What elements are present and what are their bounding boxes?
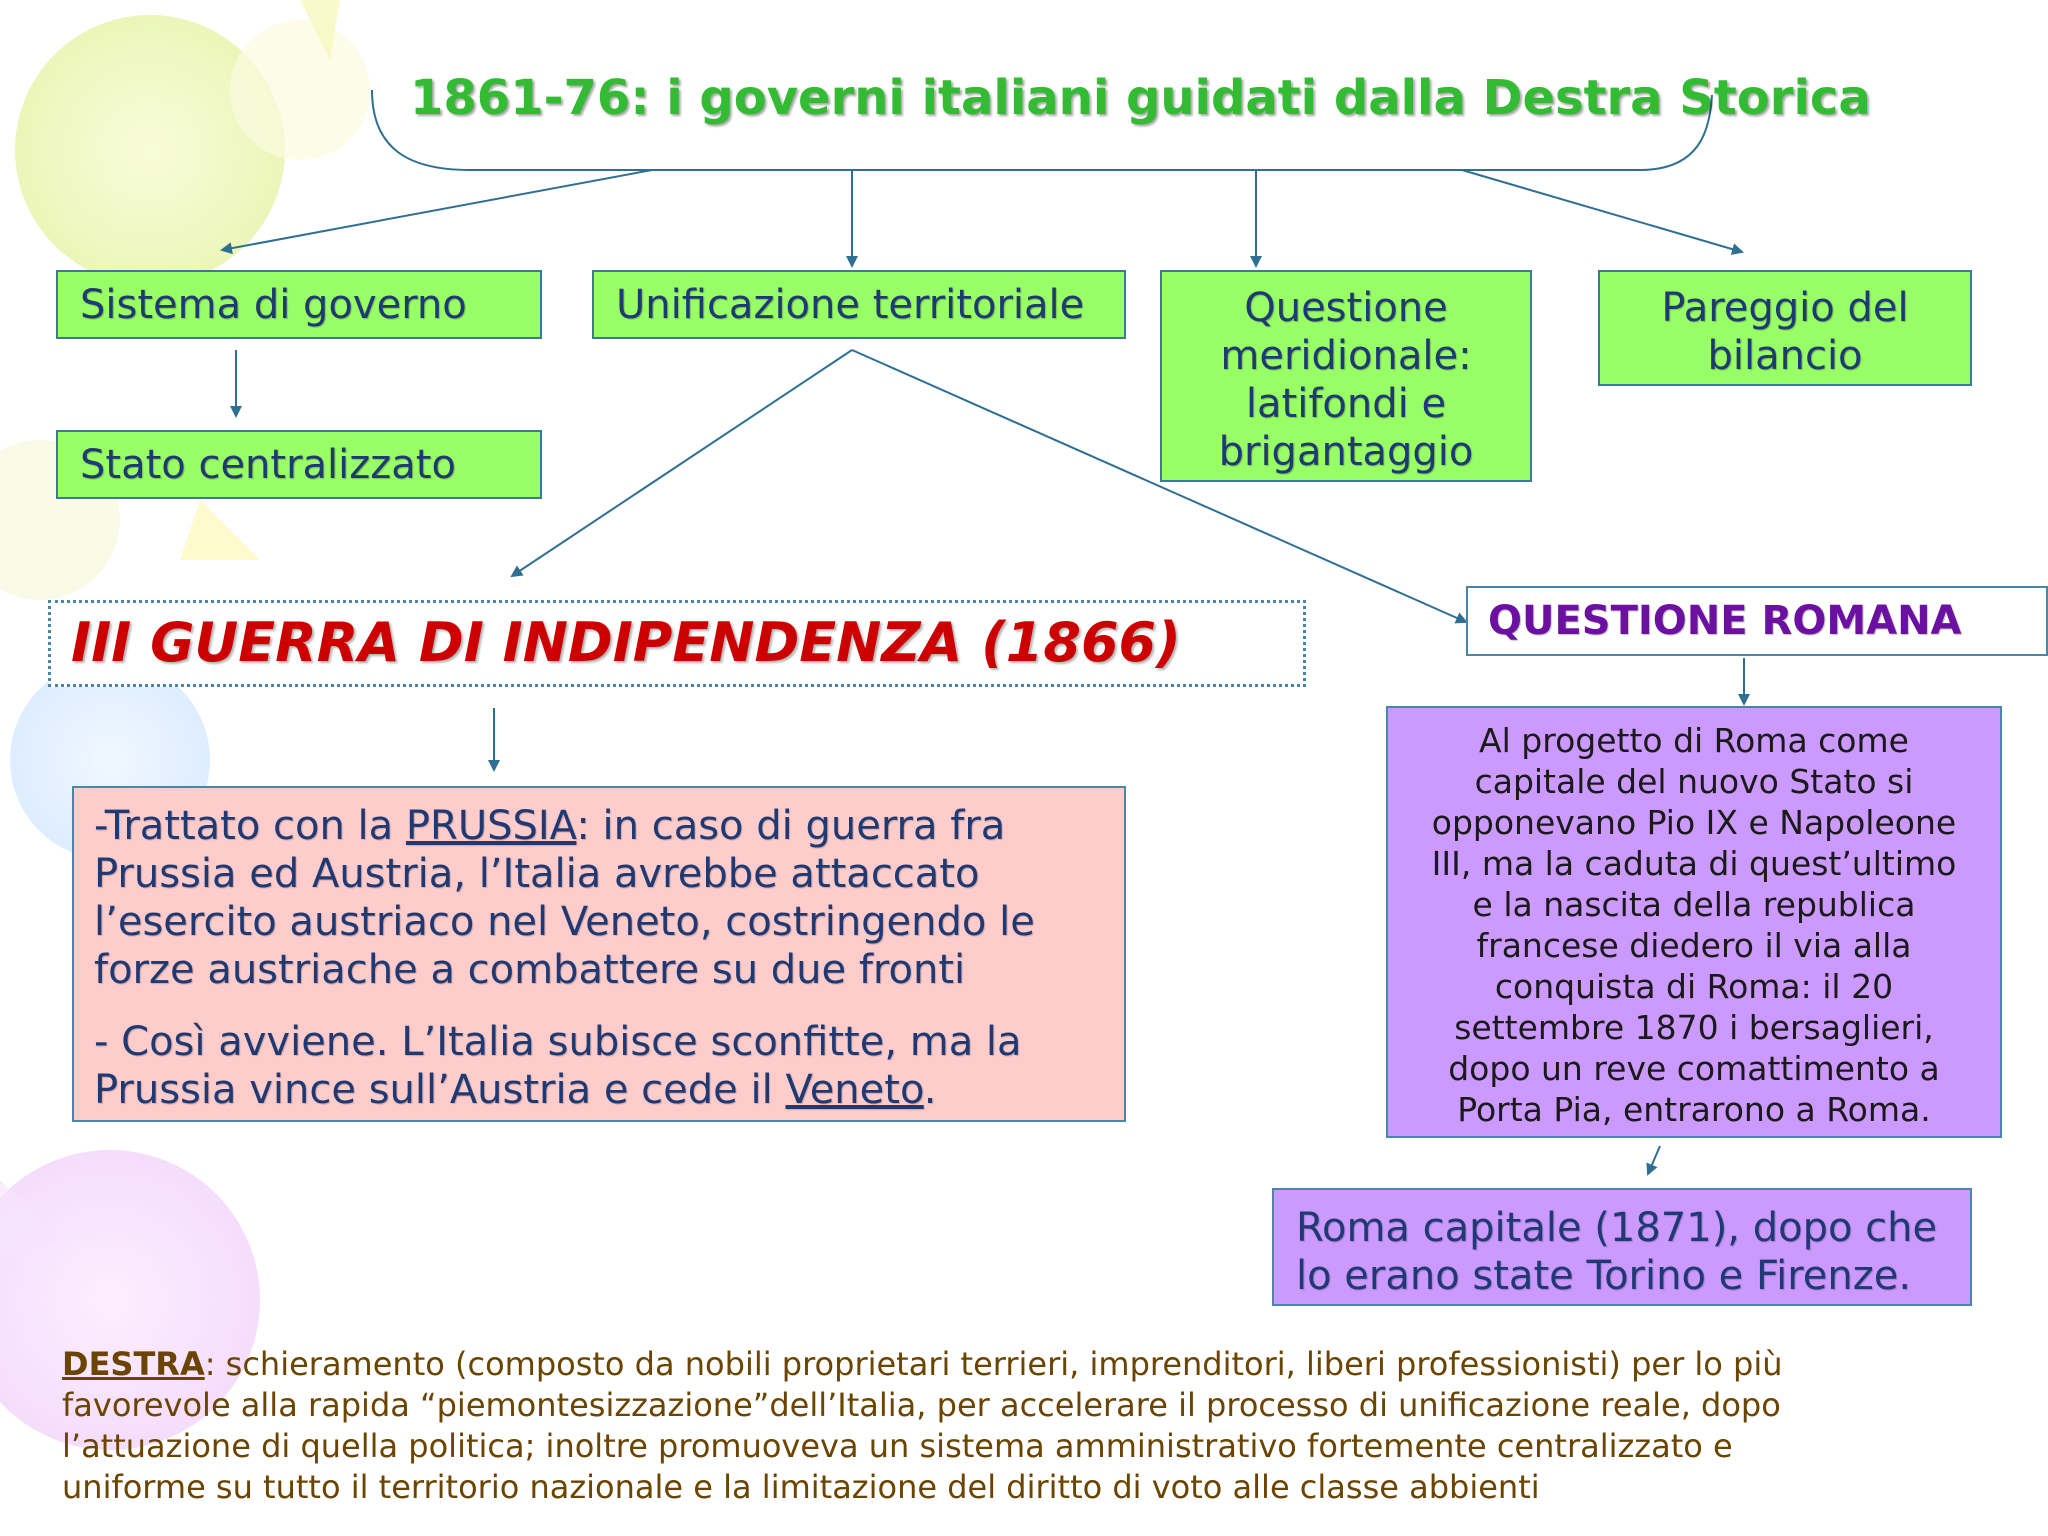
romana-line: III, ma la caduta di quest’ultimo: [1431, 844, 1957, 883]
box-pareggio-del-bilancio: [1598, 270, 1972, 386]
destra-line: uniforme su tutto il territorio nazionale e la limitazione del diritto di voto alle classe abbienti: [62, 1468, 1540, 1506]
romana-line: Al progetto di Roma come: [1479, 721, 1909, 760]
destra-line: favorevole alla rapida “piemontesizzazione”dell’Italia, per accelerare il processo di unificazione reale, dopo: [62, 1386, 1781, 1424]
roma-capitale-box: [1272, 1188, 1972, 1306]
pareggio-line: bilancio: [1707, 333, 1863, 379]
box-stato-label: Stato centralizzato: [80, 441, 456, 488]
capital-line: Roma capitale (1871), dopo che: [1296, 1205, 1938, 1251]
romana-line: opponevano Pio IX e Napoleone: [1431, 803, 1957, 842]
war-heading-box: [48, 600, 1306, 687]
destra-line: l’attuazione di quella politica; inoltre promuoveva un sistema amministrativo fortemente centralizzato e: [62, 1427, 1733, 1465]
questione-romana-label: QUESTIONE ROMANA: [1488, 598, 1962, 644]
prussia-link[interactable]: PRUSSIA: [405, 803, 577, 849]
box-unificazione-label: Unificazione territoriale: [616, 281, 1085, 328]
romana-line: Porta Pia, entrarono a Roma.: [1457, 1090, 1931, 1129]
treaty-text: forze austriache a combattere su due fronti: [94, 947, 966, 993]
capital-line: lo erano state Torino e Firenze.: [1296, 1253, 1912, 1299]
box-sistema-di-governo: [56, 270, 542, 339]
treaty-text: l’esercito austriaco nel Veneto, costringendo le: [94, 899, 1035, 945]
romana-line: dopo un reve comattimento a: [1448, 1049, 1940, 1088]
outcome-text: .: [923, 1067, 937, 1113]
romana-line: capitale del nuovo Stato si: [1474, 762, 1914, 801]
box-stato-centralizzato: [56, 430, 542, 499]
treaty-text: -Trattato con la: [94, 803, 406, 849]
war-heading: III GUERRA DI INDIPENDENZA (1866): [71, 611, 1181, 674]
box-questione-meridionale: [1160, 270, 1532, 482]
treaty-text: : in caso di guerra fra: [576, 803, 1006, 849]
questione-romana-box: [1466, 586, 2048, 656]
treaty-box: [72, 786, 1126, 1122]
destra-definition: [62, 1344, 2022, 1508]
romana-line: francese diedero il via alla: [1476, 926, 1912, 965]
romana-line: e la nascita della republica: [1472, 885, 1916, 924]
outcome-text: Prussia vince sull’Austria e cede il: [94, 1067, 786, 1113]
outcome-text: - Così avviene. L’Italia subisce sconfitte, ma la: [94, 1019, 1022, 1065]
destra-line: : schieramento (composto da nobili proprietari terrieri, imprenditori, liberi professionisti) per lo più: [204, 1345, 1783, 1383]
questione-line: Questione: [1244, 285, 1448, 331]
destra-term: DESTRA: [62, 1345, 205, 1383]
box-unificazione-territoriale: [592, 270, 1126, 339]
treaty-paragraph: [94, 802, 1104, 994]
romana-line: settembre 1870 i bersaglieri,: [1454, 1008, 1934, 1047]
questione-line: latifondi e: [1245, 381, 1447, 427]
questione-line: brigantaggio: [1218, 429, 1474, 475]
pareggio-line: Pareggio del: [1661, 285, 1909, 331]
veneto-link[interactable]: Veneto: [785, 1067, 924, 1113]
romana-text-box: [1386, 706, 2002, 1138]
box-sistema-label: Sistema di governo: [80, 281, 467, 328]
page-title: 1861-76: i governi italiani guidati dalla Destra Storica: [410, 70, 1871, 126]
outcome-paragraph: [94, 1018, 1104, 1114]
romana-line: conquista di Roma: il 20: [1494, 967, 1894, 1006]
treaty-text: Prussia ed Austria, l’Italia avrebbe attaccato: [94, 851, 980, 897]
questione-line: meridionale:: [1220, 333, 1472, 379]
